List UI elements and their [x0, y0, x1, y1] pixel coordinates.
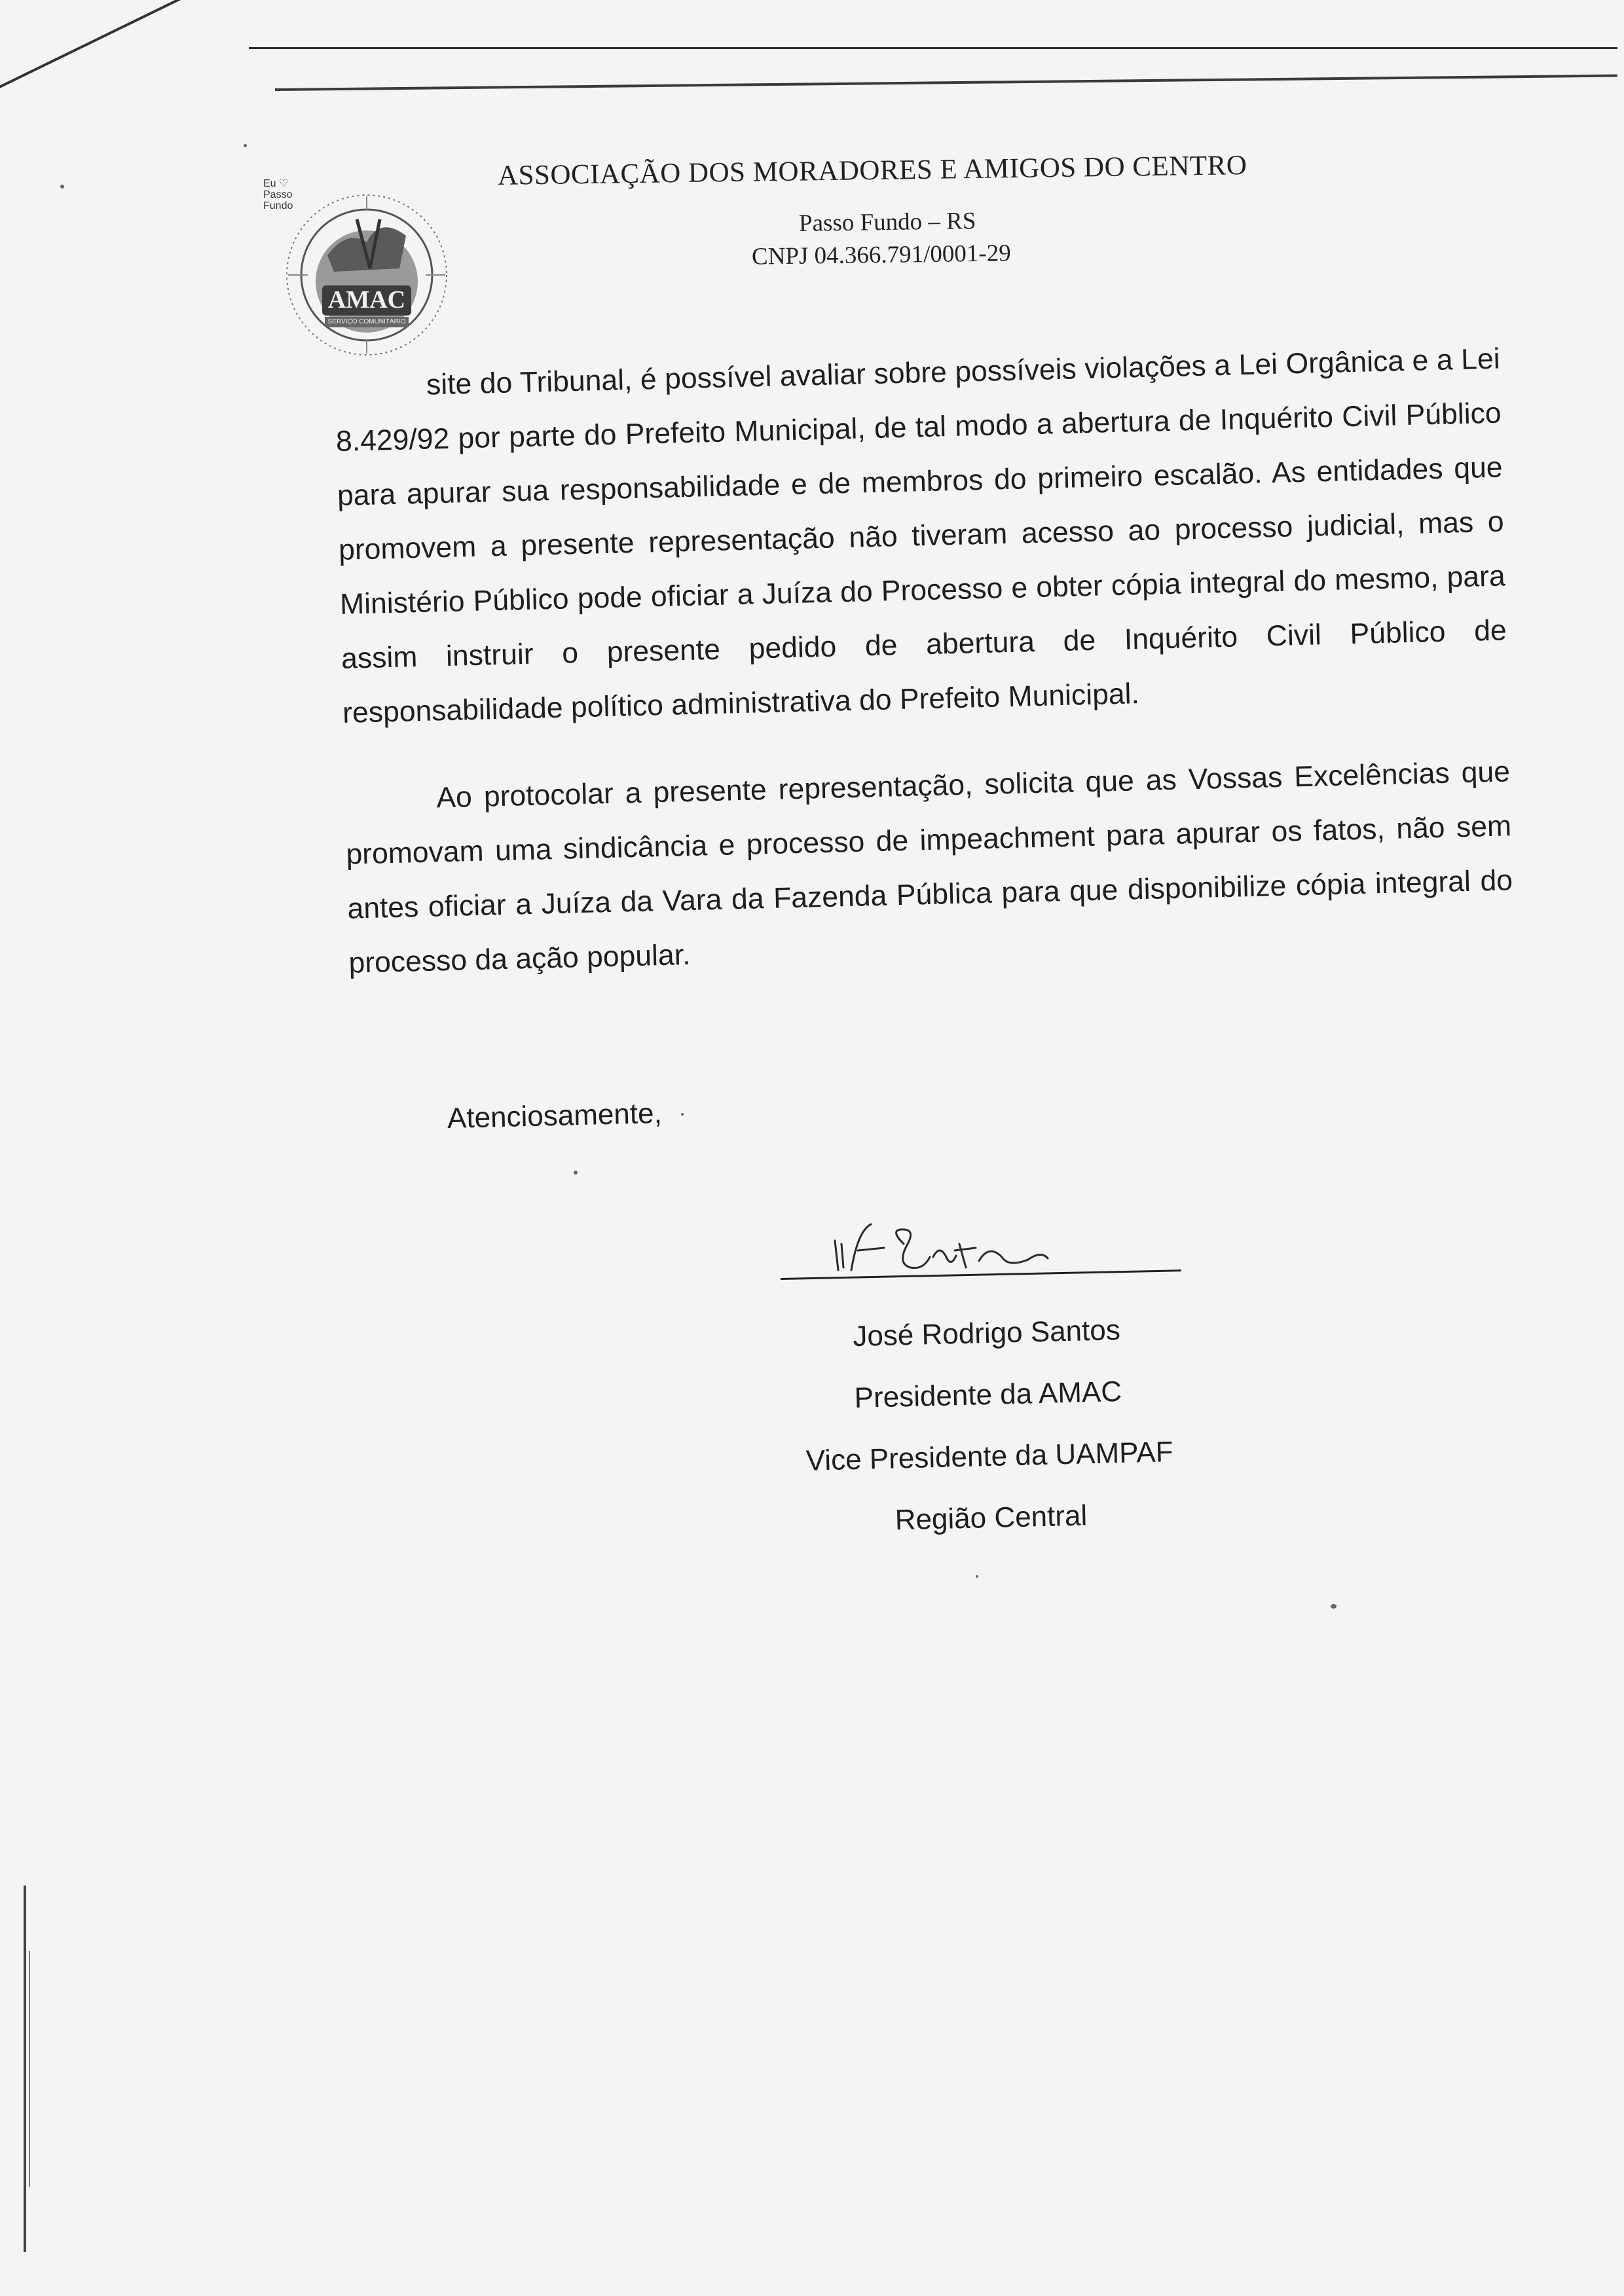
scan-edge-line: [24, 1886, 26, 2252]
logo-acronym: AMAC: [327, 286, 406, 314]
signer-block: [783, 1298, 1194, 1554]
letter-body: [334, 332, 1515, 991]
organization-cnpj: CNPJ 04.366.791/0001-29: [751, 240, 1012, 270]
logo-corner-text: Eu ♡ Passo Fundo: [263, 178, 293, 211]
letterhead: [0, 0, 1624, 340]
signer-role: Presidente da AMAC: [854, 1376, 1122, 1414]
body-paragraph: site do Tribunal, é possível avaliar sobre possíveis violações a Lei Orgânica e a Lei 8.429/92 por parte do Prefeito Municipal, de tal modo a abertura de Inquérito Civil Público para apurar sua responsabilidade e de membros do primeiro escalão. As entidades que promovem a presente representação não tiveram acesso ao processo judicial, mas o Ministério Público pode oficiar a Juíza do Processo e obter cópia integral do mesmo, para assim instruir o presente pedido de abertura de Inquérito Civil Público de responsabilidade político administrativa do Prefeito Municipal.: [335, 342, 1507, 729]
body-paragraph: Ao protocolar a presente representação, solicita que as Vossas Excelências que promovam uma sindicância e processo de impeachment para apurar os fatos, não sem antes oficiar a Juíza da Vara da Fazenda Pública para que disponibilize cópia integral do processo da ação popular.: [345, 756, 1513, 979]
signer-region: Região Central: [895, 1499, 1088, 1537]
organization-city: Passo Fundo – RS: [798, 208, 976, 237]
scan-edge-line: [29, 1951, 30, 2187]
closing: Atenciosamente,: [447, 1097, 663, 1135]
organization-name: ASSOCIAÇÃO DOS MORADORES E AMIGOS DO CENTRO: [497, 150, 1247, 191]
signer-role: Vice Presidente da UAMPAF: [805, 1436, 1174, 1477]
logo-badge: SERVIÇO COMUNITÁRIO: [327, 318, 406, 325]
signer-name: José Rodrigo Santos: [852, 1314, 1121, 1353]
